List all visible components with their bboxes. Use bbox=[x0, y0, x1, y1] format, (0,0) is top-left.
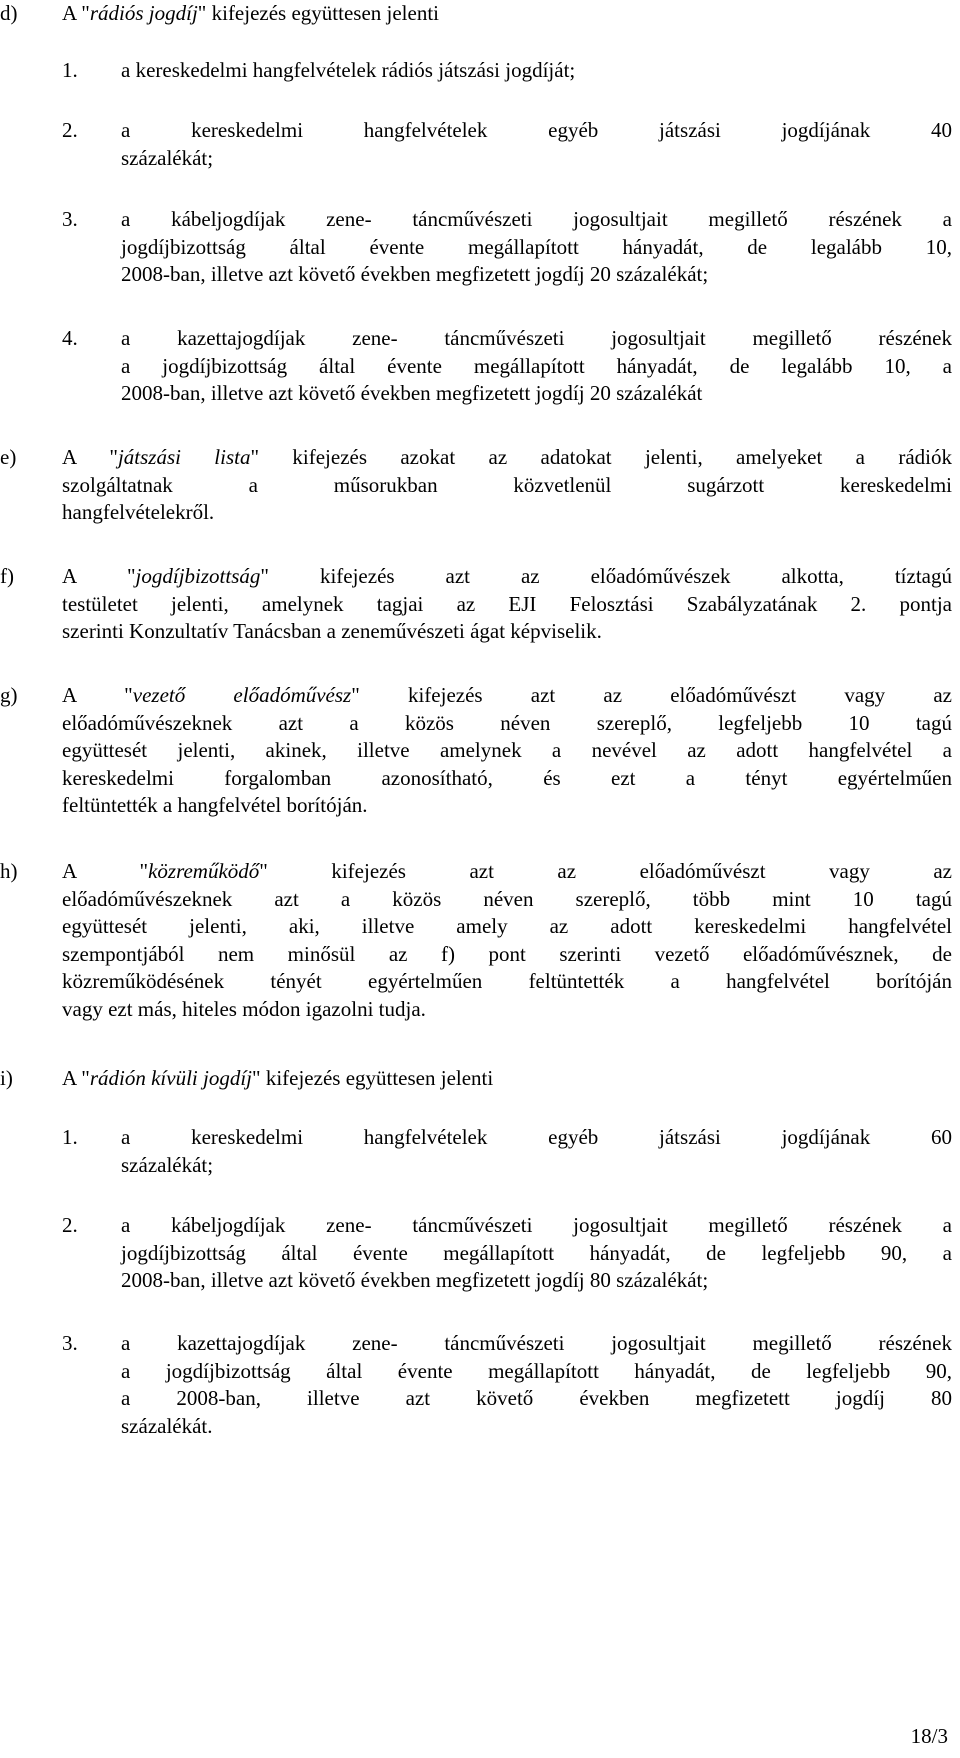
definition-letter: d) bbox=[0, 1, 18, 25]
definition-letter: e) bbox=[0, 445, 17, 469]
definition-i: i) A "rádión kívüli jogdíj" kifejezés együttesen jelenti bbox=[0, 1065, 952, 1093]
list-item: 1. a kereskedelmi hangfelvételek egyéb játszási jogdíjának 60 százalékát; bbox=[62, 1125, 952, 1177]
definition-g: g) A "vezető előadóművész" kifejezés azt az előadóművészt vagy az előadóművészeknek azt a közös néven szereplő, legfeljebb 10 tagú együttesét jelenti, akinek, illetve amelynek a nevével az adott hangfelvétel a kereskedelmi forgalomban azonosítható, és ezt a tényt egyértelműen feltüntették a hangfelvétel borítóján. bbox=[0, 683, 952, 818]
definition-heading: A "rádiós jogdíj" kifejezés együttesen jelenti bbox=[62, 1, 440, 25]
definition-f: f) A "jogdíjbizottság" kifejezés azt az előadóművészek alkotta, tíztagú testületet jelenti, amelynek tagjai az EJI Felosztási Szabályzatának 2. pontja szerinti Konzultatív Tanácsban a zeneművészeti ágat képviselik. bbox=[0, 564, 952, 644]
definition-e: e) A "játszási lista" kifejezés azokat az adatokat jelenti, amelyeket a rádiók szolgáltatnak a műsorukban közvetlenül sugárzott kereskedelmi hangfelvételekről. bbox=[0, 445, 952, 525]
definition-d bbox=[0, 0, 952, 28]
defined-term: vezető előadóművész bbox=[132, 683, 352, 707]
list-item: 2. a kábeljogdíjak zene- táncművészeti jogosultjait megillető részének a jogdíjbizottság által évente megállapított hányadát, de legfeljebb 90, a 2008-ban, illetve azt követő években megfizetett jogdíj 80 százalékát; bbox=[62, 1213, 952, 1293]
list-item: 3. a kazettajogdíjak zene- táncművészeti jogosultjait megillető részének a jogdíjbizottság által évente megállapított hányadát, de legfeljebb 90, a 2008-ban, illetve azt követő években megfizetett jogdíj 80 százalékát. bbox=[62, 1331, 952, 1438]
defined-term: rádiós jogdíj bbox=[89, 1, 198, 25]
list-item: 2. a kereskedelmi hangfelvételek egyéb játszási jogdíjának 40 százalékát; bbox=[62, 118, 952, 170]
definition-letter: f) bbox=[0, 564, 14, 588]
definition-letter: h) bbox=[0, 859, 18, 883]
defined-term: közreműködő bbox=[148, 859, 260, 883]
definition-letter: i) bbox=[0, 1066, 13, 1090]
defined-term: rádión kívüli jogdíj bbox=[89, 1066, 252, 1090]
list-item: 4. a kazettajogdíjak zene- táncművészeti jogosultjait megillető részének a jogdíjbizottság által évente megállapított hányadát, de legalább 10, a 2008-ban, illetve azt követő években megfizetett jogdíj 20 százalékát bbox=[62, 326, 952, 406]
list-item: 3. a kábeljogdíjak zene- táncművészeti jogosultjait megillető részének a jogdíjbizottság által évente megállapított hányadát, de legalább 10, 2008-ban, illetve azt követő években megfizetett jogdíj 20 százalékát; bbox=[62, 207, 952, 287]
definition-letter: g) bbox=[0, 683, 18, 707]
list-item: 1. a kereskedelmi hangfelvételek rádiós játszási jogdíját; bbox=[62, 58, 576, 82]
defined-term: játszási lista bbox=[117, 445, 251, 469]
defined-term: jogdíjbizottság bbox=[135, 564, 261, 588]
definition-h: h) A "közreműködő" kifejezés azt az előadóművészt vagy az előadóművészeknek azt a közös néven szereplő, több mint 10 tagú együttesét jelenti, aki, illetve amely az adott kereskedelmi hangfelvétel szempontjából nem minősül az f) pont szerinti vezető előadóművésznek, de közreműködésének tényét egyértelműen feltüntették a hangfelvétel borítóján vagy ezt más, hiteles módon igazolni tudja. bbox=[0, 859, 952, 1021]
page-number: 18/3 bbox=[910, 1724, 948, 1748]
